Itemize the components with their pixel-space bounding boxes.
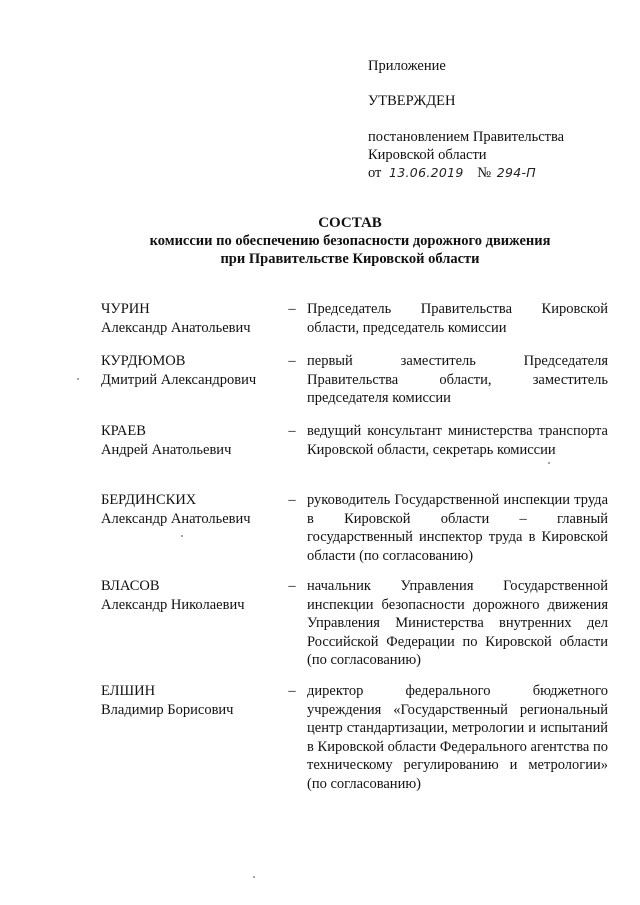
title-line-3: при Правительстве Кировской области xyxy=(220,251,480,267)
member-surname: БЕРДИНСКИХ xyxy=(101,492,197,508)
member-dash: – xyxy=(288,492,296,508)
member-name xyxy=(101,422,277,459)
member-surname: КУРДЮМОВ xyxy=(101,353,186,369)
member-row xyxy=(101,352,608,408)
member-role: директор федерального бюджетного учреждения «Государственный региональный центр стандартизации, метрологии и испытаний в Кировской области Федерального агентства по техническому регулированию и метрологии» (по согласованию) xyxy=(307,683,608,792)
member-surname: КРАЕВ xyxy=(101,423,146,439)
member-dash: – xyxy=(288,301,296,317)
member-name xyxy=(101,352,277,389)
member-role: первый заместитель Председателя Правительства области, заместитель председателя комиссии xyxy=(307,353,608,407)
member-dash: – xyxy=(288,423,296,439)
member-given-names: Дмитрий Александрович xyxy=(101,371,257,388)
document-title xyxy=(60,214,640,268)
member-given-names: Александр Николаевич xyxy=(101,596,245,613)
scan-speck xyxy=(181,535,183,537)
member-row xyxy=(101,491,608,565)
title-line-2: комиссии по обеспечению безопасности дорожного движения xyxy=(149,233,551,249)
approved-label: УТВЕРЖДЕН xyxy=(368,93,456,109)
handwritten-number: 294-П xyxy=(496,165,536,180)
title-line-1: СОСТАВ xyxy=(318,215,382,231)
date-number-line xyxy=(368,164,628,182)
member-given-names: Александр Анатольевич xyxy=(101,319,251,336)
member-dash: – xyxy=(288,353,296,369)
member-row xyxy=(101,577,608,670)
number-prefix: № xyxy=(477,165,492,181)
scan-speck xyxy=(548,462,550,464)
scan-speck xyxy=(77,378,79,380)
annex-label: Приложение xyxy=(368,58,446,74)
member-dash: – xyxy=(288,683,296,699)
member-row xyxy=(101,300,608,337)
member-name xyxy=(101,491,277,528)
member-dash: – xyxy=(288,578,296,594)
member-surname: ЧУРИН xyxy=(101,301,150,317)
member-row xyxy=(101,682,608,794)
member-row xyxy=(101,422,608,459)
scan-speck xyxy=(253,876,255,878)
member-role: начальник Управления Государственной инспекции безопасности дорожного движения Управления Министерства внутренних дел Российской Федерации по Кировской области (по согласованию) xyxy=(307,578,608,669)
decree-line-1: постановлением Правительства xyxy=(368,129,565,145)
member-given-names: Андрей Анатольевич xyxy=(101,441,232,458)
member-role: Председатель Правительства Кировской области, председатель комиссии xyxy=(307,301,608,336)
member-name xyxy=(101,300,277,337)
from-prefix: от xyxy=(368,165,382,181)
member-role: руководитель Государственной инспекции труда в Кировской области – главный государственный инспектор труда в Кировской области (по согласованию) xyxy=(307,492,608,564)
approval-block xyxy=(368,57,628,182)
handwritten-date: 13.06.2019 xyxy=(389,165,464,180)
member-name xyxy=(101,577,277,614)
member-name xyxy=(101,682,277,719)
decree-line-2: Кировской области xyxy=(368,147,487,163)
member-given-names: Владимир Борисович xyxy=(101,701,234,718)
member-surname: ЕЛШИН xyxy=(101,683,156,699)
member-role: ведущий консультант министерства транспорта Кировской области, секретарь комиссии xyxy=(307,423,608,458)
member-given-names: Александр Анатольевич xyxy=(101,510,251,527)
member-surname: ВЛАСОВ xyxy=(101,578,160,594)
